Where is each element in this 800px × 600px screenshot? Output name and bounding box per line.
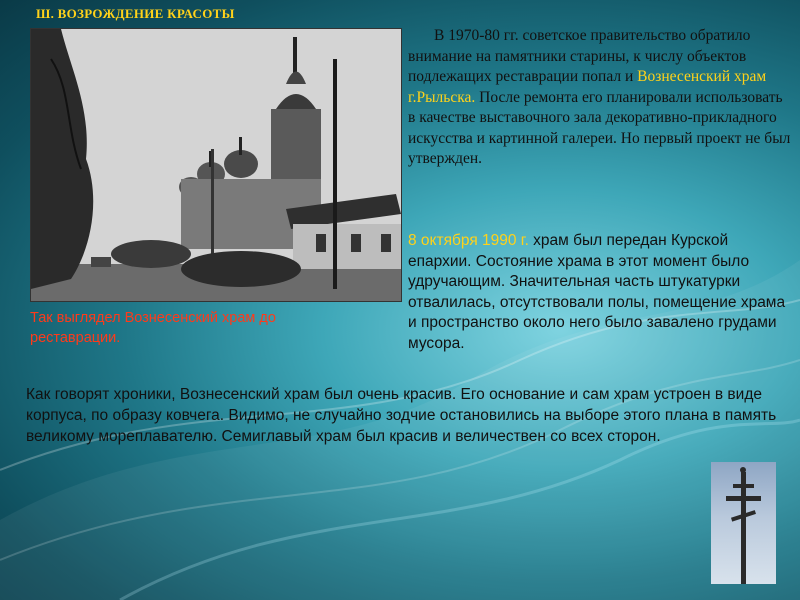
section-title: Ш. ВОЗРОЖДЕНИЕ КРАСОТЫ	[36, 6, 235, 21]
cross-icon	[711, 462, 776, 584]
photo-caption: Так выглядел Вознесенский храм до реставрации.	[30, 310, 276, 346]
paragraph1-text-before: В 1970-80 гг. советское правительство обратило внимание на памятники старины, к числу объектов подлежащих реставрации попал и	[408, 27, 751, 85]
paragraph1-text-after: После ремонта его планировали использовать в качестве выставочного зала декоративно-прикладного искусства и картинной галереи. Но первый проект не был утвержден.	[408, 88, 791, 167]
church-photo-image	[31, 29, 401, 301]
paragraph2-text: храм был передан Курской епархии. Состояние храма в этот момент было удручающим. Значительная часть штукатурки отвалилась, отсутствовали полы, помещение храма и пространство около него было завалено грудами мусора.	[408, 232, 786, 352]
cross-photo	[711, 462, 776, 584]
date-highlight: 8 октября 1990 г.	[408, 232, 529, 249]
paragraph-restoration	[408, 26, 792, 170]
church-photo	[30, 28, 402, 302]
paragraph-chronicles: Как говорят хроники, Вознесенский храм был очень красив. Его основание и сам храм устроен в виде корпуса, по образу ковчега. Видимо, не случайно зодчие остановились на выборе этого плана в память великому мореплавателю. Семиглавый храм был красив и величествен со всех сторон.	[26, 386, 777, 445]
paragraph-eparchy	[408, 231, 792, 355]
church-name-highlight: Вознесенский храм г.Рыльска.	[408, 68, 767, 106]
